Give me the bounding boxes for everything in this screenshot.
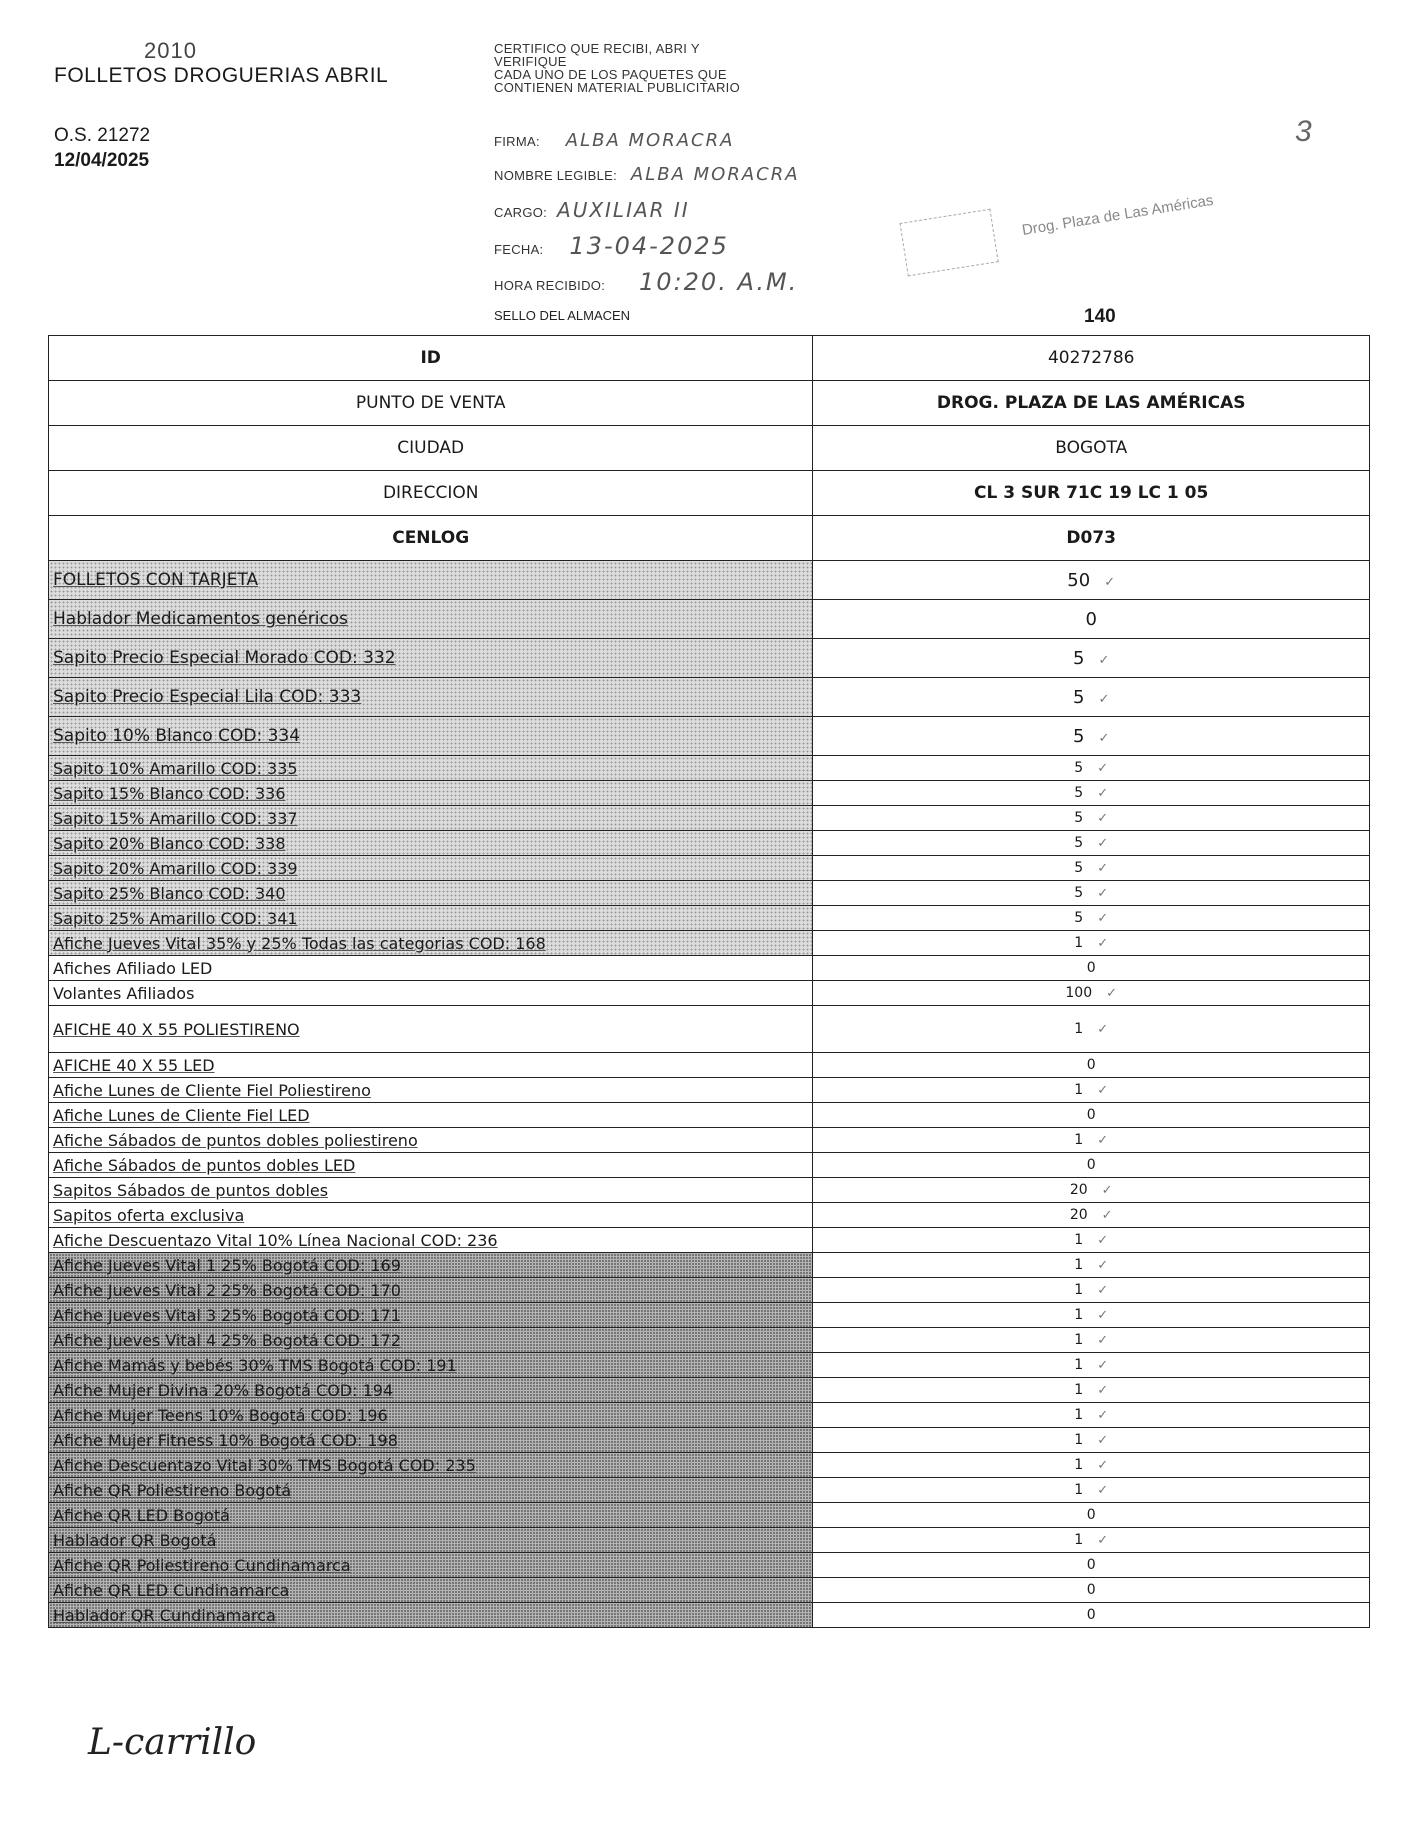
item-qty: 1 — [1074, 1456, 1084, 1473]
fecha-field — [494, 232, 729, 260]
stamp-number: 3 — [1295, 115, 1312, 148]
item-qty: 5 — [1074, 909, 1084, 926]
item-row — [49, 806, 1370, 831]
check-mark-icon: ✓ — [1101, 1182, 1113, 1198]
item-row — [49, 1153, 1370, 1178]
item-row — [49, 561, 1370, 600]
item-name: Afiche QR Poliestireno Cundinamarca — [49, 1553, 813, 1578]
check-mark-icon: ✓ — [1097, 1482, 1109, 1498]
company-name: FOLLETOS DROGUERIAS ABRIL — [54, 64, 389, 87]
item-qty-cell — [813, 1178, 1370, 1203]
info-value: 40272786 — [813, 336, 1370, 381]
item-row — [49, 756, 1370, 781]
certificate-line: CADA UNO DE LOS PAQUETES QUE — [494, 67, 727, 82]
item-qty: 1 — [1074, 1281, 1084, 1298]
item-qty: 5 — [1074, 784, 1084, 801]
item-row — [49, 1453, 1370, 1478]
item-qty-cell — [813, 1053, 1370, 1078]
info-value: D073 — [813, 516, 1370, 561]
item-name: Sapitos oferta exclusiva — [49, 1203, 813, 1228]
check-mark-icon: ✓ — [1098, 730, 1110, 746]
item-qty-cell — [813, 1228, 1370, 1253]
item-qty: 1 — [1074, 1020, 1084, 1037]
item-name: Hablador Medicamentos genéricos — [49, 600, 813, 639]
item-qty: 0 — [1086, 1606, 1096, 1623]
check-mark-icon: ✓ — [1101, 1207, 1113, 1223]
item-qty: 5 — [1074, 759, 1084, 776]
item-row — [49, 931, 1370, 956]
stamp-logo-box — [899, 209, 998, 277]
item-qty-cell — [813, 1503, 1370, 1528]
certificate-line: VERIFIQUE — [494, 54, 567, 69]
item-qty-cell — [813, 561, 1370, 600]
item-qty: 20 — [1069, 1206, 1088, 1223]
item-row — [49, 1428, 1370, 1453]
item-row — [49, 1528, 1370, 1553]
item-row — [49, 1278, 1370, 1303]
info-row-punto-venta — [49, 381, 1370, 426]
hora-field — [494, 268, 798, 296]
hora-label: HORA RECIBIDO: — [494, 278, 606, 293]
item-row — [49, 1378, 1370, 1403]
item-qty-cell — [813, 1303, 1370, 1328]
fecha-value: 13-04-2025 — [569, 232, 729, 260]
item-qty-cell — [813, 831, 1370, 856]
check-mark-icon: ✓ — [1097, 1257, 1109, 1273]
item-qty-cell — [813, 1478, 1370, 1503]
item-row — [49, 1478, 1370, 1503]
nombre-value: ALBA MORACRA — [630, 164, 800, 185]
item-name: Sapito Precio Especial Lila COD: 333 — [49, 678, 813, 717]
stamp-text: Drog. Plaza de Las Américas — [1020, 191, 1215, 239]
item-qty: 0 — [1086, 1106, 1096, 1123]
item-qty-cell — [813, 1353, 1370, 1378]
item-name: Afiche Lunes de Cliente Fiel LED — [49, 1103, 813, 1128]
check-mark-icon: ✓ — [1097, 885, 1109, 901]
item-qty-cell — [813, 1603, 1370, 1628]
item-name: AFICHE 40 X 55 POLIESTIRENO — [49, 1006, 813, 1053]
item-name: Afiche Lunes de Cliente Fiel Poliestireno — [49, 1078, 813, 1103]
item-name: Afiche Sábados de puntos dobles LED — [49, 1153, 813, 1178]
item-row — [49, 981, 1370, 1006]
check-mark-icon: ✓ — [1097, 1457, 1109, 1473]
handwritten-signature: L-carrillo — [88, 1722, 257, 1763]
store-stamp — [893, 118, 1327, 302]
item-row — [49, 856, 1370, 881]
check-mark-icon: ✓ — [1097, 835, 1109, 851]
item-name: Sapito 25% Amarillo COD: 341 — [49, 906, 813, 931]
firma-label: FIRMA: — [494, 134, 540, 149]
info-row-direccion — [49, 471, 1370, 516]
item-name: Sapitos Sábados de puntos dobles — [49, 1178, 813, 1203]
item-qty: 5 — [1074, 859, 1084, 876]
info-value: DROG. PLAZA DE LAS AMÉRICAS — [813, 381, 1370, 426]
item-row — [49, 906, 1370, 931]
check-mark-icon: ✓ — [1097, 1132, 1109, 1148]
item-qty-cell — [813, 881, 1370, 906]
nombre-field — [494, 164, 800, 185]
item-name: Afiche Jueves Vital 4 25% Bogotá COD: 172 — [49, 1328, 813, 1353]
item-qty-cell — [813, 856, 1370, 881]
item-row — [49, 1203, 1370, 1228]
item-name: Hablador QR Cundinamarca — [49, 1603, 813, 1628]
check-mark-icon: ✓ — [1097, 910, 1109, 926]
item-name: Sapito 15% Blanco COD: 336 — [49, 781, 813, 806]
firma-field — [494, 130, 734, 151]
check-mark-icon: ✓ — [1097, 1232, 1109, 1248]
check-mark-icon: ✓ — [1097, 1382, 1109, 1398]
item-qty-cell — [813, 1578, 1370, 1603]
info-row-cenlog — [49, 516, 1370, 561]
check-mark-icon: ✓ — [1097, 1432, 1109, 1448]
item-qty: 1 — [1074, 1306, 1084, 1323]
check-mark-icon: ✓ — [1097, 1307, 1109, 1323]
cargo-label: CARGO: — [494, 205, 548, 220]
item-qty-cell — [813, 756, 1370, 781]
item-qty-cell — [813, 781, 1370, 806]
info-label: PUNTO DE VENTA — [49, 381, 813, 426]
item-qty: 5 — [1074, 884, 1084, 901]
check-mark-icon: ✓ — [1106, 985, 1118, 1001]
info-row-ciudad — [49, 426, 1370, 471]
item-qty: 0 — [1086, 959, 1096, 976]
item-qty: 0 — [1086, 1156, 1096, 1173]
item-qty: 1 — [1074, 1331, 1084, 1348]
item-qty: 1 — [1074, 1406, 1084, 1423]
item-qty-cell — [813, 906, 1370, 931]
item-name: Sapito 25% Blanco COD: 340 — [49, 881, 813, 906]
info-value: BOGOTA — [813, 426, 1370, 471]
item-row — [49, 831, 1370, 856]
item-name: AFICHE 40 X 55 LED — [49, 1053, 813, 1078]
info-row-id — [49, 336, 1370, 381]
item-row — [49, 1128, 1370, 1153]
check-mark-icon: ✓ — [1097, 1357, 1109, 1373]
item-qty: 1 — [1074, 1481, 1084, 1498]
item-qty-cell — [813, 678, 1370, 717]
item-qty-cell — [813, 1006, 1370, 1053]
item-qty-cell — [813, 1253, 1370, 1278]
item-name: Sapito 20% Blanco COD: 338 — [49, 831, 813, 856]
item-qty: 5 — [1074, 834, 1084, 851]
item-qty-cell — [813, 600, 1370, 639]
check-mark-icon: ✓ — [1097, 760, 1109, 776]
item-name: Afiches Afiliado LED — [49, 956, 813, 981]
item-row — [49, 1353, 1370, 1378]
item-name: Afiche Jueves Vital 35% y 25% Todas las categorias COD: 168 — [49, 931, 813, 956]
item-qty: 1 — [1074, 1081, 1084, 1098]
item-qty: 1 — [1074, 1356, 1084, 1373]
info-label: ID — [49, 336, 813, 381]
item-qty-cell — [813, 1528, 1370, 1553]
item-qty: 0 — [1085, 608, 1097, 630]
item-qty: 50 — [1067, 569, 1091, 591]
item-name: Sapito Precio Especial Morado COD: 332 — [49, 639, 813, 678]
item-row — [49, 1078, 1370, 1103]
item-qty: 1 — [1074, 1256, 1084, 1273]
item-name: Afiche Mujer Divina 20% Bogotá COD: 194 — [49, 1378, 813, 1403]
item-qty: 5 — [1073, 647, 1085, 669]
sello-label: SELLO DEL ALMACEN — [494, 308, 631, 323]
item-row — [49, 1253, 1370, 1278]
item-row — [49, 1403, 1370, 1428]
item-row — [49, 1228, 1370, 1253]
info-label: CENLOG — [49, 516, 813, 561]
item-name: FOLLETOS CON TARJETA — [49, 561, 813, 600]
cargo-field — [494, 198, 690, 222]
item-qty: 5 — [1073, 725, 1085, 747]
check-mark-icon: ✓ — [1104, 574, 1116, 590]
item-name: Afiche QR Poliestireno Bogotá — [49, 1478, 813, 1503]
check-mark-icon: ✓ — [1097, 1532, 1109, 1548]
item-qty-cell — [813, 1428, 1370, 1453]
item-qty: 5 — [1074, 809, 1084, 826]
item-row — [49, 781, 1370, 806]
item-qty: 20 — [1069, 1181, 1088, 1198]
item-row — [49, 1006, 1370, 1053]
delivery-table — [48, 335, 1370, 1628]
fecha-label: FECHA: — [494, 242, 544, 257]
item-qty: 0 — [1086, 1056, 1096, 1073]
item-name: Hablador QR Bogotá — [49, 1528, 813, 1553]
check-mark-icon: ✓ — [1097, 810, 1109, 826]
item-row — [49, 600, 1370, 639]
check-mark-icon: ✓ — [1097, 1407, 1109, 1423]
item-name: Afiche Mujer Teens 10% Bogotá COD: 196 — [49, 1403, 813, 1428]
certificate-line: CONTIENEN MATERIAL PUBLICITARIO — [494, 80, 740, 95]
package-count: 140 — [1084, 306, 1116, 327]
item-qty-cell — [813, 931, 1370, 956]
info-label: DIRECCION — [49, 471, 813, 516]
check-mark-icon: ✓ — [1097, 1082, 1109, 1098]
item-row — [49, 1578, 1370, 1603]
header-left — [54, 38, 388, 173]
item-qty: 1 — [1074, 1431, 1084, 1448]
check-mark-icon: ✓ — [1097, 1332, 1109, 1348]
item-row — [49, 1328, 1370, 1353]
item-name: Afiche Sábados de puntos dobles poliestireno — [49, 1128, 813, 1153]
item-qty-cell — [813, 717, 1370, 756]
order-date: 12/04/2025 — [54, 150, 150, 171]
hora-value: 10:20. A.M. — [639, 268, 799, 296]
check-mark-icon: ✓ — [1097, 785, 1109, 801]
item-qty: 1 — [1074, 1531, 1084, 1548]
check-mark-icon: ✓ — [1098, 652, 1110, 668]
item-name: Afiche QR LED Cundinamarca — [49, 1578, 813, 1603]
item-qty-cell — [813, 1328, 1370, 1353]
check-mark-icon: ✓ — [1097, 1021, 1109, 1037]
item-name: Sapito 10% Amarillo COD: 335 — [49, 756, 813, 781]
item-row — [49, 1603, 1370, 1628]
item-name: Afiche Jueves Vital 1 25% Bogotá COD: 169 — [49, 1253, 813, 1278]
certificate-line: CERTIFICO QUE RECIBI, ABRI Y — [494, 41, 700, 56]
item-row — [49, 1553, 1370, 1578]
item-qty-cell — [813, 1278, 1370, 1303]
doc-code: 2010 — [144, 38, 197, 63]
item-qty-cell — [813, 1378, 1370, 1403]
item-qty-cell — [813, 639, 1370, 678]
item-qty-cell — [813, 1103, 1370, 1128]
item-qty-cell — [813, 1553, 1370, 1578]
item-qty-cell — [813, 1403, 1370, 1428]
info-label: CIUDAD — [49, 426, 813, 471]
item-qty: 1 — [1074, 1231, 1084, 1248]
item-row — [49, 639, 1370, 678]
item-row — [49, 1503, 1370, 1528]
item-qty-cell — [813, 981, 1370, 1006]
item-name: Volantes Afiliados — [49, 981, 813, 1006]
check-mark-icon: ✓ — [1097, 860, 1109, 876]
item-name: Sapito 20% Amarillo COD: 339 — [49, 856, 813, 881]
item-qty: 100 — [1065, 984, 1093, 1001]
info-value: CL 3 SUR 71C 19 LC 1 05 — [813, 471, 1370, 516]
cargo-value: AUXILIAR II — [557, 198, 690, 222]
firma-signature: ALBA MORACRA — [565, 130, 735, 151]
item-row — [49, 1053, 1370, 1078]
item-qty: 1 — [1074, 1131, 1084, 1148]
check-mark-icon: ✓ — [1098, 691, 1110, 707]
item-row — [49, 881, 1370, 906]
item-qty-cell — [813, 1203, 1370, 1228]
item-row — [49, 1303, 1370, 1328]
item-name: Afiche Descuentazo Vital 10% Línea Nacional COD: 236 — [49, 1228, 813, 1253]
item-qty: 1 — [1074, 1381, 1084, 1398]
item-qty: 1 — [1074, 934, 1084, 951]
item-name: Afiche Mujer Fitness 10% Bogotá COD: 198 — [49, 1428, 813, 1453]
certificate-text — [494, 42, 740, 94]
item-row — [49, 1103, 1370, 1128]
item-row — [49, 956, 1370, 981]
item-name: Sapito 15% Amarillo COD: 337 — [49, 806, 813, 831]
item-qty: 0 — [1086, 1581, 1096, 1598]
item-qty: 5 — [1073, 686, 1085, 708]
item-row — [49, 678, 1370, 717]
nombre-label: NOMBRE LEGIBLE: — [494, 168, 617, 183]
order-number: O.S. 21272 — [54, 125, 151, 146]
item-qty: 0 — [1086, 1506, 1096, 1523]
item-qty-cell — [813, 1153, 1370, 1178]
item-name: Afiche Mamás y bebés 30% TMS Bogotá COD: 191 — [49, 1353, 813, 1378]
item-qty-cell — [813, 1078, 1370, 1103]
check-mark-icon: ✓ — [1097, 1282, 1109, 1298]
item-name: Sapito 10% Blanco COD: 334 — [49, 717, 813, 756]
check-mark-icon: ✓ — [1097, 935, 1109, 951]
item-name: Afiche Jueves Vital 2 25% Bogotá COD: 170 — [49, 1278, 813, 1303]
item-name: Afiche Descuentazo Vital 30% TMS Bogotá COD: 235 — [49, 1453, 813, 1478]
item-name: Afiche QR LED Bogotá — [49, 1503, 813, 1528]
item-qty: 0 — [1086, 1556, 1096, 1573]
item-row — [49, 717, 1370, 756]
item-qty-cell — [813, 806, 1370, 831]
item-name: Afiche Jueves Vital 3 25% Bogotá COD: 171 — [49, 1303, 813, 1328]
item-qty-cell — [813, 1453, 1370, 1478]
item-qty-cell — [813, 956, 1370, 981]
item-qty-cell — [813, 1128, 1370, 1153]
item-row — [49, 1178, 1370, 1203]
